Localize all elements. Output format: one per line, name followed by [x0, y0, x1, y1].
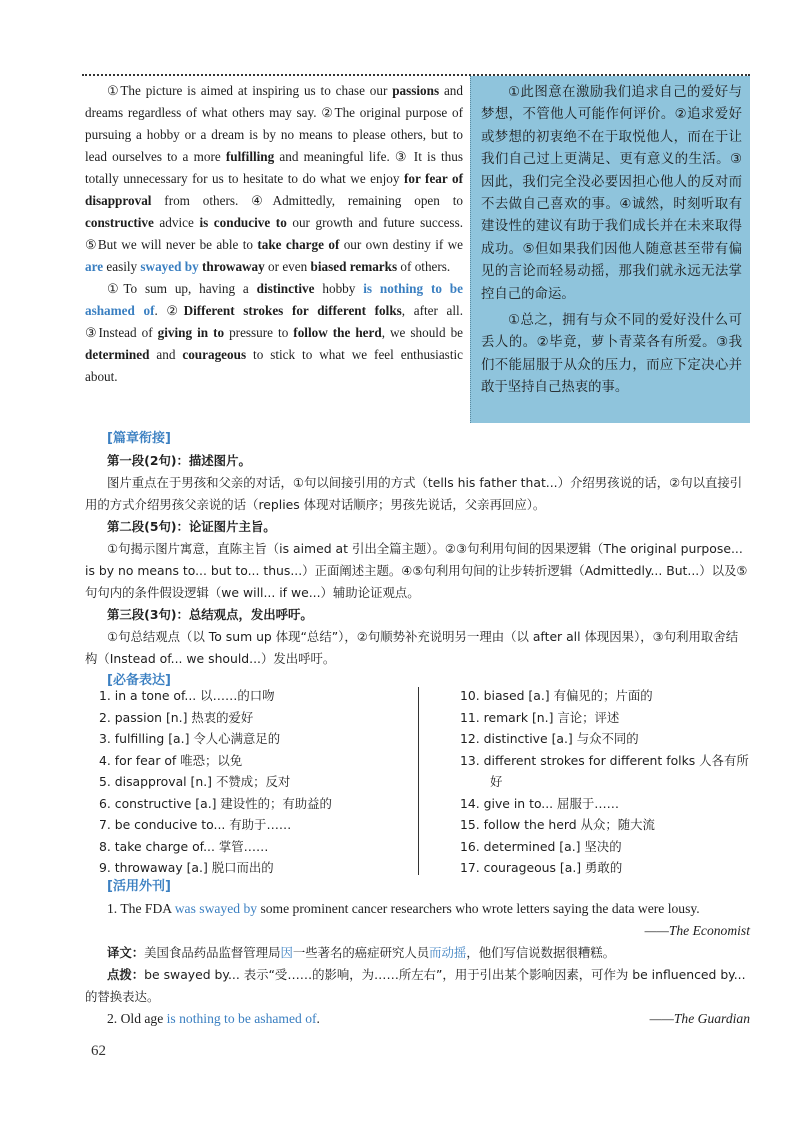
vocab-item: 7. be conducive to... 有助于……	[99, 817, 292, 832]
vocab-item: 11. remark [n.] 言论；评述	[460, 709, 620, 725]
para1-title: 第一段(2句)：描述图片。	[107, 453, 251, 468]
vocab-item: 6. constructive [a.] 建设性的；有助益的	[99, 795, 332, 811]
vocab-item: 17. courageous [a.] 勇敢的	[460, 860, 623, 875]
essay-english	[85, 80, 463, 388]
vocab-item: 10. biased [a.] 有偏见的；片面的	[460, 688, 653, 703]
vocab-item: 4. for fear of 唯恐；以免	[99, 752, 243, 768]
translation-paragraph-2: ①总之，拥有与众不同的爱好没什么可丢人的。②毕竟，萝卜青菜各有所爱。③我们不能屈服于从众的压力，而应下定决心并敢于坚持自己热衷的事。	[481, 313, 742, 396]
example-1-source: ——The Economist	[644, 923, 750, 938]
vocab-item: 14. give in to... 屈服于……	[460, 795, 620, 811]
structure-heading: [篇章衔接]	[107, 431, 171, 446]
para3-title: 第三段(3句)：总结观点，发出呼吁。	[107, 607, 313, 622]
vocab-item: 16. determined [a.] 坚决的	[460, 838, 622, 854]
vocab-item: 12. distinctive [a.] 与众不同的	[460, 731, 639, 746]
page-number: 62	[91, 1043, 106, 1059]
vocab-item: 9. throwaway [a.] 脱口而出的	[99, 860, 274, 875]
application-section	[85, 898, 750, 1030]
translation-paragraph-1: ①此图意在激励我们追求自己的爱好与梦想，不管他人可能作何评价。②追求爱好或梦想的初衷绝不在于取悦他人，而在于让我们自己过上更满足、更有意义的生活。③因此，我们完全没必要因担心他人的反对而不去做自己喜欢的事。④诚然，时刻听取有建设性的建议有助于我们成长并在未来取得成功。⑤但如果我们因他人随意甚至带有偏见的言论而轻易动摇，那我们就永远无法掌控自己的命运。	[481, 85, 742, 302]
vocab-left-column	[99, 685, 399, 879]
example-2: 2. Old age is nothing to be ashamed of. ——The Guardian	[85, 1008, 750, 1030]
example-2-source: ——The Guardian	[649, 1011, 750, 1026]
vocab-item: 13. different strokes for different folks 人各有所好	[460, 752, 749, 789]
translation-box	[470, 76, 750, 423]
para2-text: ①句揭示图片寓意，直陈主旨（is aimed at 引出全篇主题）。②③句利用句间的因果逻辑（The original purpose... is by no means to... but to... thus...）正面阐述主题。④⑤句利用句间的让步转折逻辑（Admittedly... But...）以及⑤句句内的条件假设逻辑（we will... if we...）辅助论证观点。	[85, 541, 748, 600]
vocab-item: 1. in a tone of... 以……的口吻	[99, 688, 275, 703]
para2-title: 第二段(5句)：论证图片主旨。	[107, 519, 276, 534]
vocab-item: 15. follow the herd 从众；随大流	[460, 817, 655, 832]
para3-text: ①句总结观点（以 To sum up 体现“总结”），②句顺势补充说明另一理由（以 after all 体现因果），③句利用取舍结构（Instead of... we should...）发出呼吁。	[85, 629, 739, 666]
example-1: 1. The FDA was swayed by some prominent cancer researchers who wrote letters saying the data were lousy.	[107, 901, 700, 916]
structure-section	[85, 428, 750, 692]
example-1-tip: 点拨：be swayed by... 表示“受……的影响，为……所左右”，用于引出某个影响因素，可作为 be influenced by... 的替换表达。	[85, 967, 746, 1004]
vocab-item: 8. take charge of... 掌管……	[99, 838, 269, 854]
application-heading-wrap	[85, 876, 750, 898]
application-heading: [活用外刊]	[107, 879, 171, 894]
essay-paragraph-1: ①The picture is aimed at inspiring us to chase our passions and dreams regardless of what others may say. ②The original purpose of pursuing a hobby or a dream is by no means to please others, but to lead ourselves to a more fulfilling and meaningful life. ③ It is thus totally unnecessary for us to hesitate to do what we enjoy for fear of disapproval from others. ④Admittedly, remaining open to constructive advice is conducive to our growth and future success. ⑤But we will never be able to take charge of our own destiny if we are easily swayed by throwaway or even biased remarks of others.	[85, 83, 463, 274]
vocab-right-column	[460, 685, 750, 879]
para1-text: 图片重点在于男孩和父亲的对话，①句以间接引用的方式（tells his father that...）介绍男孩说的话，②句以直接引用的方式介绍男孩父亲说的话（replies 体现对话顺序；男孩先说话，父亲再回应）。	[85, 475, 743, 512]
vocab-list	[99, 685, 759, 881]
essay-paragraph-2: ①To sum up, having a distinctive hobby is nothing to be ashamed of. ②Different strokes for different folks, after all. ③Instead of giving in to pressure to follow the herd, we should be determined and courageous to stick to what we feel enthusiastic about.	[85, 281, 464, 384]
vocab-item: 5. disapproval [n.] 不赞成；反对	[99, 774, 291, 789]
vocab-heading: [必备表达]	[107, 673, 171, 688]
vocab-column-divider	[418, 687, 419, 875]
example-1-translation: 译文：美国食品药品监督管理局因一些著名的癌症研究人员而动摇，他们写信说数据很糟糕。	[107, 945, 616, 960]
vocab-item: 2. passion [n.] 热衷的爱好	[99, 709, 254, 725]
vocab-item: 3. fulfilling [a.] 令人心满意足的	[99, 731, 281, 746]
